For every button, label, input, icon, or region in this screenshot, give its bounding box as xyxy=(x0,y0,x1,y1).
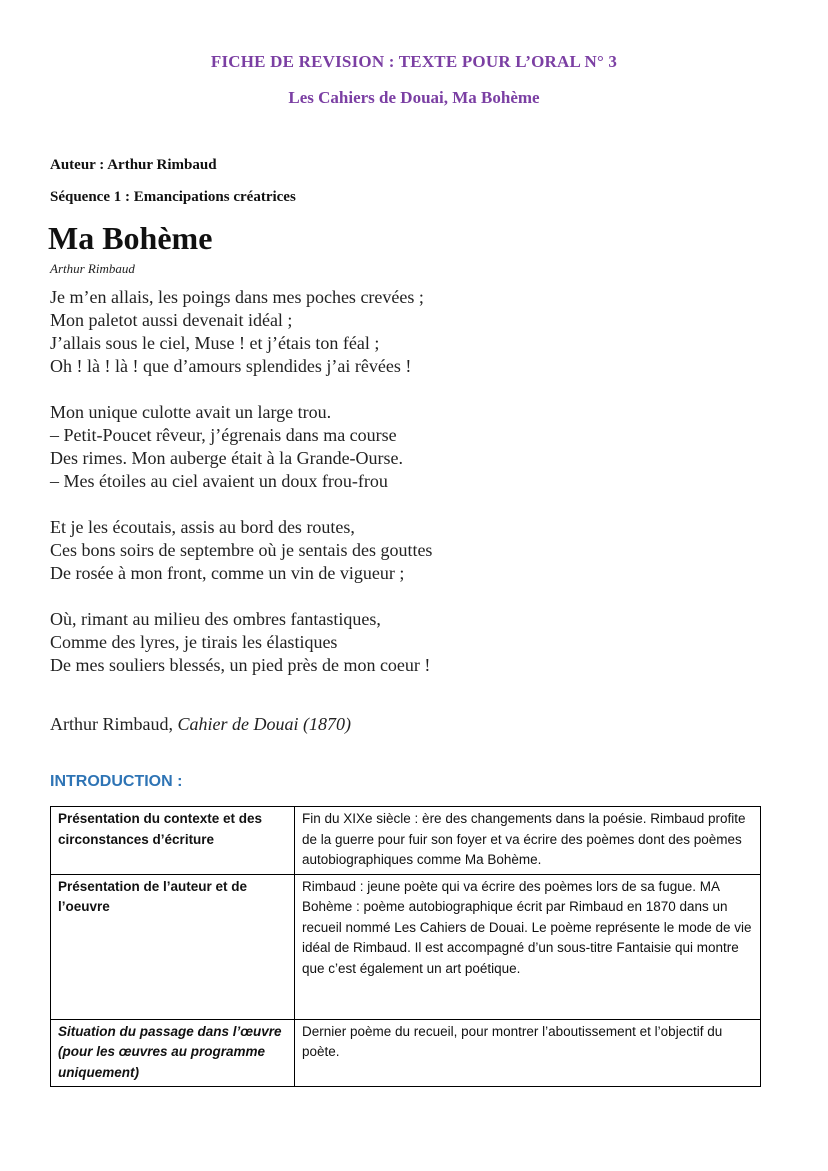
poem-stanza xyxy=(50,401,432,493)
poem-body xyxy=(50,286,432,700)
poem-verse: – Mes étoiles au ciel avaient un doux frou-frou xyxy=(50,471,388,491)
sheet-subtitle: Les Cahiers de Douai, Ma Bohème xyxy=(288,88,540,107)
table-row xyxy=(51,1019,761,1087)
introduction-heading: INTRODUCTION : xyxy=(50,773,183,790)
poem-stanza xyxy=(50,516,432,585)
poem-verse: Comme des lyres, je tirais les élastiques xyxy=(50,632,338,652)
source-work: Cahier de Douai (1870) xyxy=(177,714,351,734)
introduction-table xyxy=(50,806,761,1087)
table-row xyxy=(51,874,761,1019)
poem-verse: Mon paletot aussi devenait idéal ; xyxy=(50,310,293,330)
poem-verse: Oh ! là ! là ! que d’amours splendides j’ai rêvées ! xyxy=(50,356,412,376)
poem-verse: De rosée à mon front, comme un vin de vigueur ; xyxy=(50,563,405,583)
row-content: Rimbaud : jeune poète qui va écrire des poèmes lors de sa fugue. MA Bohème : poème autobiographique écrit par Rimbaud en 1870 dans un recueil nommé Les Cahiers de Douai. Le poème représente le mode de vie idéal de Rimbaud. Il est accompagné d’un sous-titre Fantaisie qui montre que c’est également un art poétique. xyxy=(295,874,761,1019)
row-content: Dernier poème du recueil, pour montrer l’aboutissement et l’objectif du poète. xyxy=(295,1019,761,1087)
poem-title: Ma Bohème xyxy=(48,220,213,256)
source-author: Arthur Rimbaud, xyxy=(50,714,178,734)
row-content: Fin du XIXe siècle : ère des changements dans la poésie. Rimbaud profite de la guerre pour fuir son foyer et va écrire des poèmes dont des poèmes autobiographiques comme Ma Bohème. xyxy=(295,807,761,875)
table-row xyxy=(51,807,761,875)
poem-stanza xyxy=(50,286,432,378)
sheet-title: FICHE DE REVISION : TEXTE POUR L’ORAL N° 3 xyxy=(210,52,618,71)
poem-verse: J’allais sous le ciel, Muse ! et j’étais ton féal ; xyxy=(50,333,380,353)
poem-author: Arthur Rimbaud xyxy=(50,261,135,276)
row-label: Présentation du contexte et des circonstances d’écriture xyxy=(51,807,295,875)
row-label: Présentation de l’auteur et de l’oeuvre xyxy=(51,874,295,1019)
poem-verse: De mes souliers blessés, un pied près de mon coeur ! xyxy=(50,655,431,675)
author-line: Auteur : Arthur Rimbaud xyxy=(50,157,217,173)
sequence-line: Séquence 1 : Emancipations créatrices xyxy=(50,189,296,205)
poem-verse: Et je les écoutais, assis au bord des routes, xyxy=(50,517,355,537)
poem-verse: – Petit-Poucet rêveur, j’égrenais dans ma course xyxy=(50,425,397,445)
poem-stanza xyxy=(50,608,432,677)
poem-verse: Je m’en allais, les poings dans mes poches crevées ; xyxy=(50,287,424,307)
poem-source xyxy=(50,714,351,735)
poem-verse: Mon unique culotte avait un large trou. xyxy=(50,402,332,422)
poem-verse: Des rimes. Mon auberge était à la Grande-Ourse. xyxy=(50,448,404,468)
poem-verse: Ces bons soirs de septembre où je sentais des gouttes xyxy=(50,540,433,560)
row-label: Situation du passage dans l’œuvre (pour les œuvres au programme uniquement) xyxy=(51,1019,295,1087)
poem-verse: Où, rimant au milieu des ombres fantastiques, xyxy=(50,609,381,629)
